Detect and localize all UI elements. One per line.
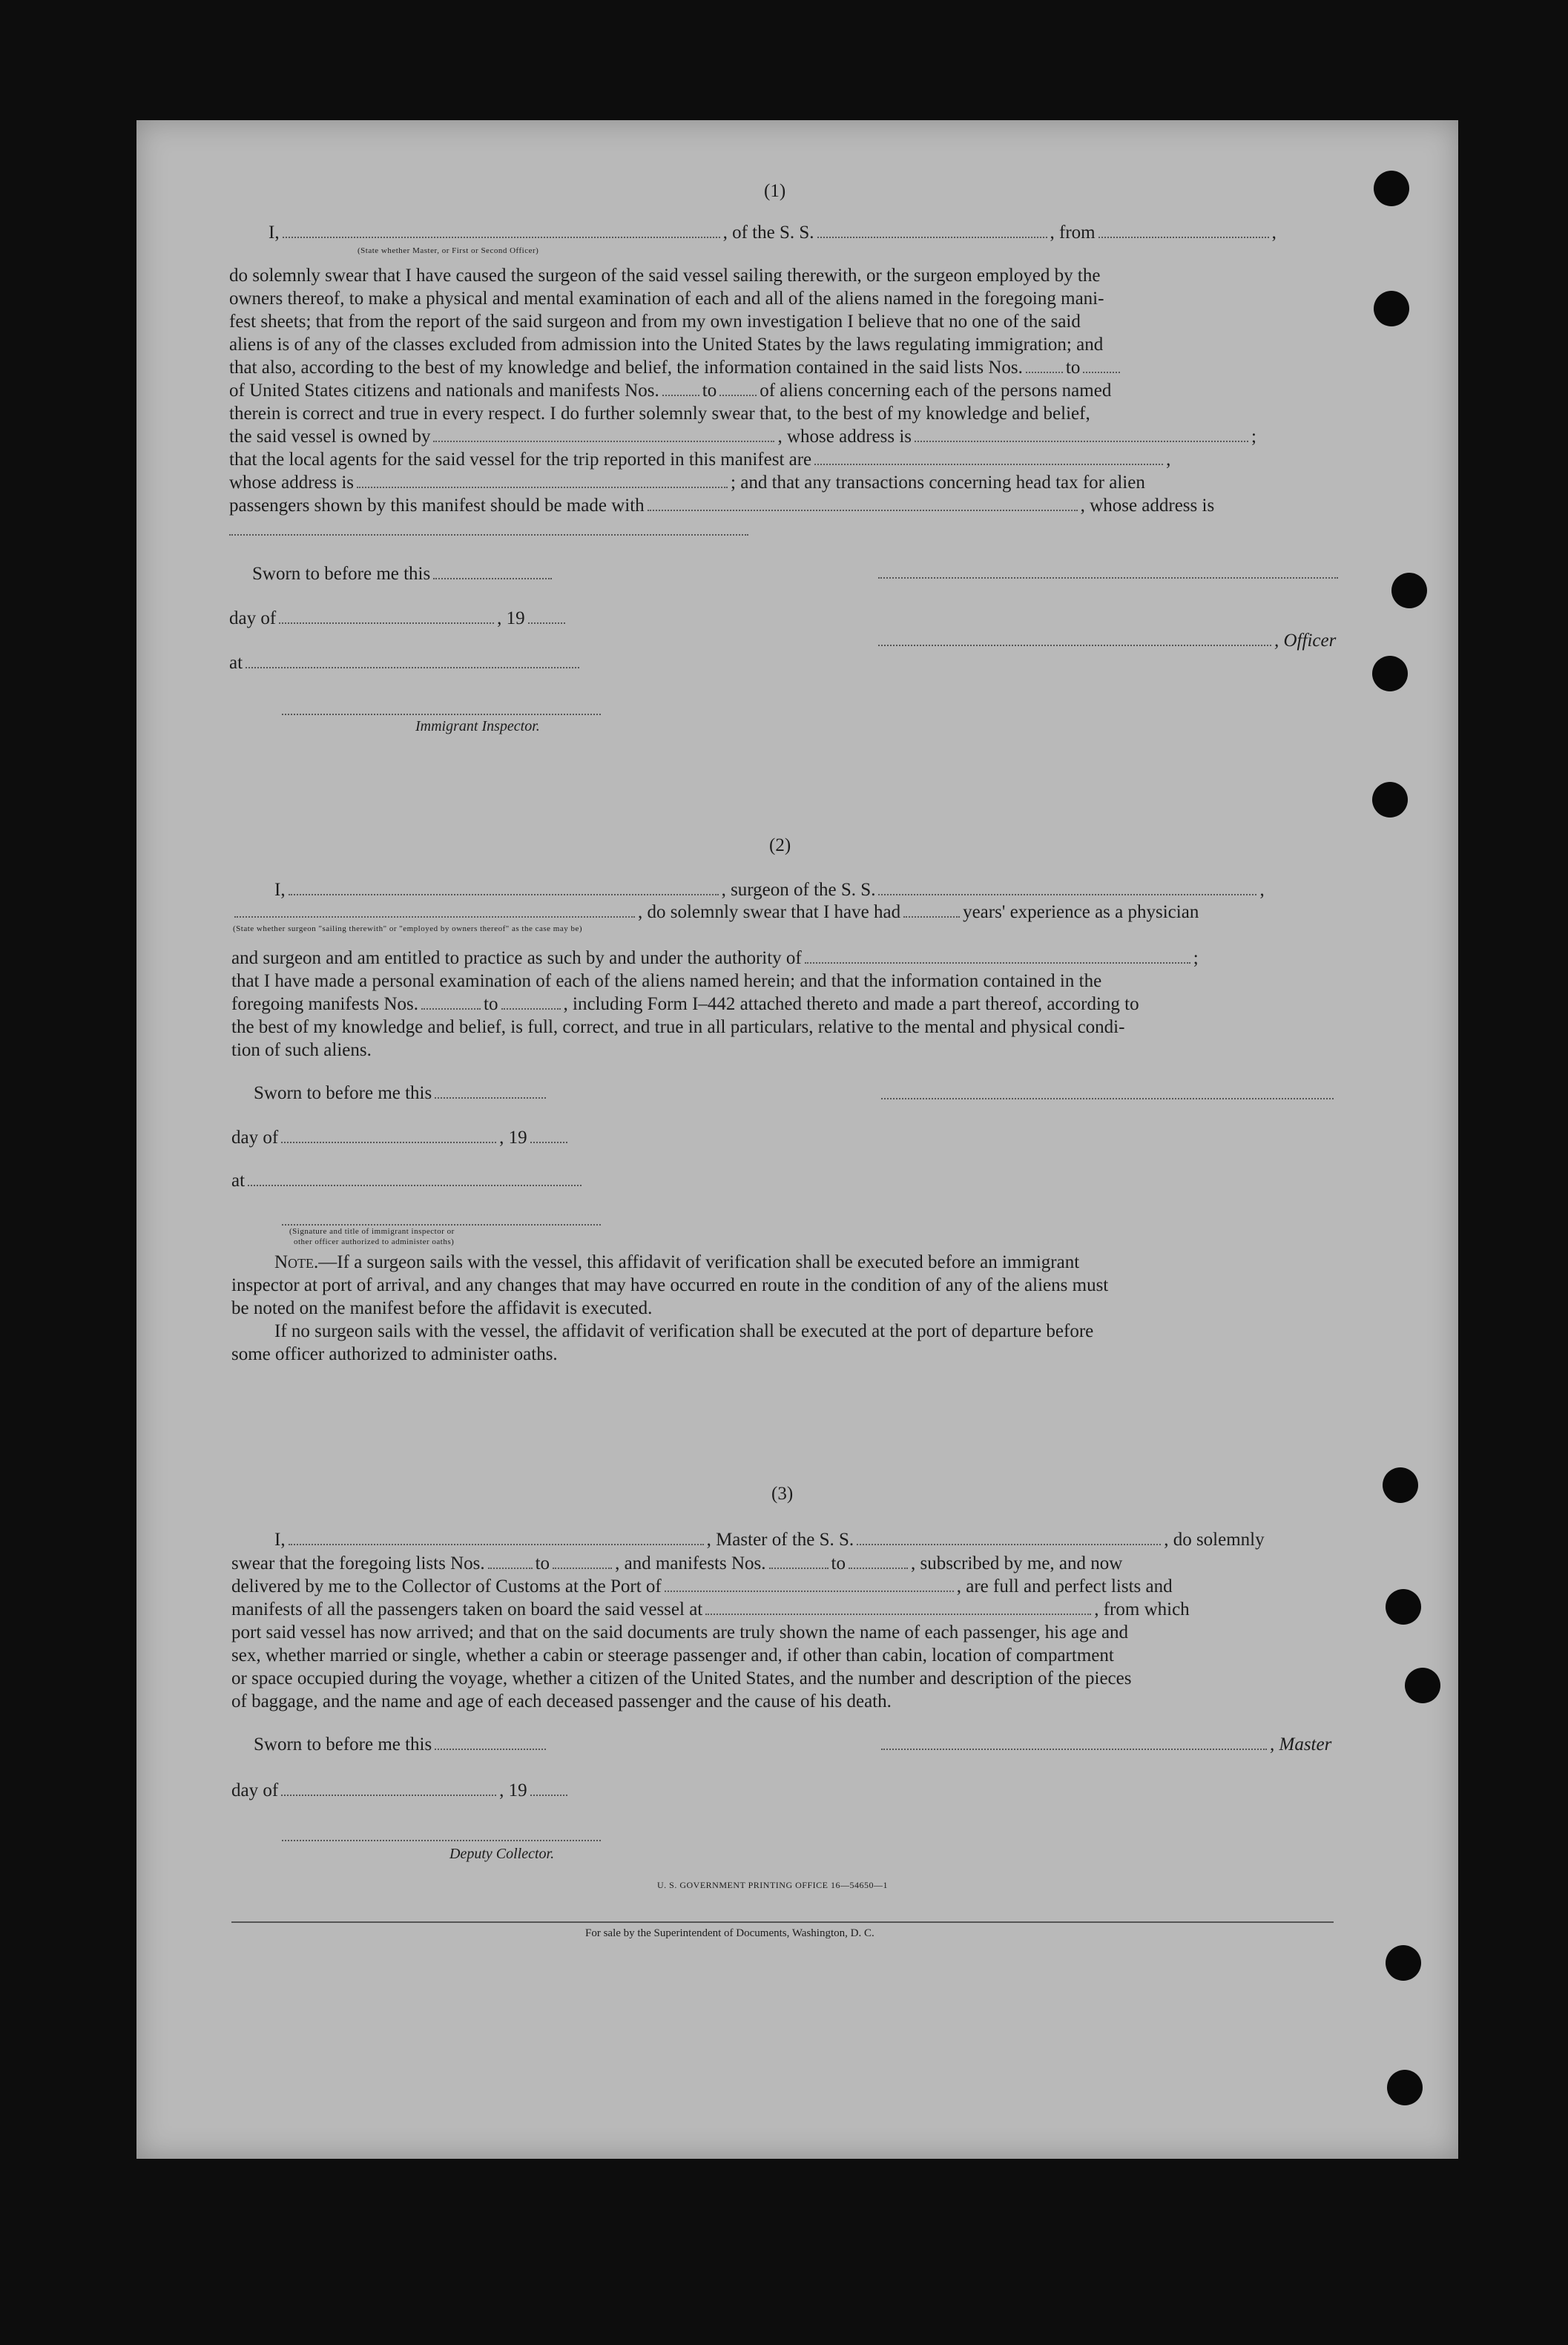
s3-line2b: to [535,1553,550,1573]
s3-line3a: delivered by me to the Collector of Customs at the Port of [231,1576,662,1596]
s1-line [229,448,1327,471]
s1-affidavit-text [229,264,1327,517]
s2-line: tion of such aliens. [231,1040,372,1060]
binder-hole [1383,1467,1418,1503]
s2-month-field[interactable] [281,1141,496,1143]
s1-sworn-label: Sworn to before me this [252,564,431,584]
s1-line: owners thereof, to make a physical and mental examination of each and all of the aliens named in the foregoing mani- [229,289,1104,309]
s2-at-label: at [231,1171,246,1191]
s1-comma: , [1271,223,1277,243]
s1-year-field[interactable] [528,622,565,624]
s1-day [229,607,568,630]
s3-lists-to-field[interactable] [553,1567,612,1569]
s3-line [231,1552,1329,1575]
s3-collector-signature-line[interactable] [282,1840,601,1841]
note-text: —If a surgeon sails with the vessel, this affidavit of verification shall be executed before an immigrant [318,1252,1080,1272]
s1-line6a: of United States citizens and nationals and manifests Nos. [229,381,659,401]
s2-line [231,947,1329,970]
boarding-port-field[interactable] [705,1613,1091,1615]
s2-sig-hint-2: other officer authorized to administer oaths) [294,1237,455,1246]
note-line [231,1251,1329,1274]
s2-line2 [231,901,1199,924]
s2-at-field[interactable] [248,1184,582,1186]
s3-collector-label: Deputy Collector. [449,1846,555,1862]
s1-at [229,651,582,674]
manifests-to-field[interactable] [719,394,757,396]
s2-year-field[interactable] [530,1141,567,1143]
s2-line3a: and surgeon and am entitled to practice as such by and under the authority of [231,948,802,968]
port-field[interactable] [665,1590,954,1592]
s1-line11b: , whose address is [1080,496,1215,516]
s3-sworn-day-field[interactable] [435,1748,546,1750]
s1-line6b: to [702,381,717,401]
s3-year-label: , 19 [499,1780,527,1800]
note-line: If no surgeon sails with the vessel, the affidavit of verification shall be executed at the port of departure before [274,1321,1094,1341]
s1-line5b: to [1065,358,1081,378]
s3-master-label: , Master [1270,1734,1332,1754]
agents-field[interactable] [814,463,1163,465]
s2-sig-hint-1: (Signature and title of immigrant inspector or [289,1227,455,1236]
binder-hole [1386,1945,1421,1981]
lists-to-field[interactable] [1083,371,1120,373]
note-line: some officer authorized to administer oaths. [231,1344,558,1364]
binder-hole [1374,291,1409,326]
section-2-number: (2) [769,835,791,855]
s1-line9b: , [1166,450,1171,470]
footer-rule [231,1921,1334,1923]
s3-line3b: , are full and perfect lists and [956,1576,1173,1596]
s2-i: I, [274,880,286,900]
s2-day-label: day of [231,1128,279,1148]
s3-master-of: , Master of the S. S. [706,1530,854,1550]
s3-line: of baggage, and the name and age of each deceased passenger and the cause of his death. [231,1691,892,1711]
s2-comma: , [1259,880,1265,900]
s1-line10b: ; and that any transactions concerning head tax for alien [731,473,1145,493]
s1-line [229,379,1327,402]
s2-year-label: , 19 [499,1128,527,1148]
s1-i: I, [269,223,280,243]
s1-from-label: , from [1050,223,1096,243]
s2-swear: , do solemnly swear that I have had [638,902,901,922]
s2-sworn-day-field[interactable] [435,1096,546,1099]
s1-oath-line [269,221,1277,244]
surgeon-name-field[interactable] [289,893,719,895]
s1-line [229,425,1327,448]
from-field[interactable] [1098,236,1269,238]
s2-sworn-label: Sworn to before me this [254,1083,432,1103]
s2-day [231,1126,570,1149]
owner-field[interactable] [433,440,774,442]
s3-line4a: manifests of all the passengers taken on board the said vessel at [231,1599,703,1619]
printing-office-line: U. S. GOVERNMENT PRINTING OFFICE 16—54650—1 [657,1880,888,1890]
vessel-field[interactable] [817,236,1047,238]
s2-at [231,1169,584,1192]
s1-line6c: of aliens concerning each of the persons named [760,381,1112,401]
s2-sworn [254,1082,549,1105]
s1-vessel-label: , of the S. S. [722,223,814,243]
s3-day [231,1779,570,1802]
section-3-number: (3) [771,1484,794,1504]
s3-vessel-field[interactable] [857,1543,1161,1545]
s2-manifests-from-field[interactable] [421,1007,481,1010]
s1-sworn-day-field[interactable] [433,577,552,579]
s1-line: fest sheets; that from the report of the said surgeon and from my own investigation I believe that no one of the said [229,312,1081,332]
s3-sworn [254,1733,549,1756]
s3-line2a: swear that the foregoing lists Nos. [231,1553,485,1573]
binder-hole [1405,1668,1440,1703]
binder-hole [1386,1589,1421,1625]
s2-line1 [274,878,1265,901]
binder-hole [1372,782,1408,818]
s2-line3b: ; [1193,948,1199,968]
s1-inspector-signature-line[interactable] [282,714,601,715]
owner-address-field[interactable] [915,440,1248,442]
head-tax-field[interactable] [648,509,1078,511]
s3-line2c: , and manifests Nos. [615,1553,766,1573]
s1-at-field[interactable] [246,666,579,668]
form-sheet [136,120,1458,2159]
s3-affidavit-text [231,1552,1329,1713]
s2-line5b: to [484,994,498,1014]
binder-hole [1387,2070,1423,2105]
s1-signature-line[interactable] [878,577,1338,579]
s1-line [229,494,1327,517]
s1-inspector-label: Immigrant Inspector. [415,718,540,734]
binder-hole [1372,656,1408,691]
authority-field[interactable] [805,961,1190,964]
s1-line8b: , whose address is [777,427,912,447]
s1-line [229,471,1327,494]
s3-solemnly: , do solemnly [1164,1530,1265,1550]
s2-inspector-signature-line[interactable] [282,1224,601,1226]
s3-day-label: day of [231,1780,279,1800]
s3-i: I, [274,1530,286,1550]
years-experience-field[interactable] [903,915,960,918]
s3-master-signature-field[interactable] [881,1748,1267,1750]
s1-line8c: ; [1251,427,1256,447]
s1-officer-row [875,629,1336,652]
s2-affidavit-text [231,947,1329,1062]
s3-master-row [878,1733,1331,1756]
note-line: inspector at port of arrival, and any changes that may have occurred en route in the condition of any of the aliens must [231,1275,1109,1295]
s3-line [231,1575,1329,1598]
s2-years: years' experience as a physician [963,902,1199,922]
sale-line: For sale by the Superintendent of Documents, Washington, D. C. [585,1927,874,1939]
s3-manifests-to-field[interactable] [849,1567,908,1569]
s1-line10a: whose address is [229,473,355,493]
surgeon-status-field[interactable] [234,915,635,918]
s1-officer-label: , Officer [1274,631,1337,651]
s1-sworn [252,562,555,585]
s1-month-field[interactable] [279,622,494,624]
officer-field[interactable] [283,236,720,238]
officer-hint: (State whether Master, or First or Second Officer) [358,246,539,255]
lists-from-field[interactable] [1026,371,1063,373]
s1-line11a: passengers shown by this manifest should be made with [229,496,645,516]
binder-hole [1391,573,1427,608]
s1-line: therein is correct and true in every respect. I do further solemnly swear that, to the best of my knowledge and belief, [229,404,1090,424]
s3-line2d: to [831,1553,846,1573]
s2-note [231,1251,1329,1366]
s3-line: or space occupied during the voyage, whether a citizen of the United States, and the number and description of the pieces [231,1668,1132,1688]
agents-address-field[interactable] [357,486,728,488]
s1-line [229,356,1327,379]
s1-address-continuation[interactable] [229,534,748,536]
s1-officer-signature-field[interactable] [878,644,1271,646]
s3-line: sex, whether married or single, whether a cabin or steerage passenger and, if other than cabin, location of compartment [231,1645,1114,1665]
s3-line2e: , subscribed by me, and now [910,1553,1123,1573]
s2-line5c: , including Form I–442 attached thereto and made a part thereof, according to [563,994,1139,1014]
s3-line [231,1598,1329,1621]
s3-year-field[interactable] [530,1794,567,1796]
s1-at-label: at [229,653,243,673]
s3-line4b: , from which [1094,1599,1190,1619]
binder-hole [1374,171,1409,206]
s1-line9a: that the local agents for the said vessel for the trip reported in this manifest are [229,450,812,470]
surgeon-hint: (State whether surgeon "sailing therewith" or "employed by owners thereof" as the case may be) [233,924,583,933]
s3-sworn-label: Sworn to before me this [254,1734,432,1754]
s2-line5a: foregoing manifests Nos. [231,994,419,1014]
s1-line: do solemnly swear that I have caused the surgeon of the said vessel sailing therewith, or the surgeon employed by the [229,266,1101,286]
s3-manifests-from-field[interactable] [769,1567,829,1569]
s1-day-label: day of [229,608,277,628]
section-1-number: (1) [764,181,786,201]
s1-line: aliens is of any of the classes excluded from admission into the United States by the laws regulating immigration; and [229,335,1104,355]
s3-lists-from-field[interactable] [488,1567,533,1569]
s2-signature-line[interactable] [881,1098,1334,1099]
s2-line: the best of my knowledge and belief, is full, correct, and true in all particulars, relative to the mental and physical condi- [231,1017,1125,1037]
s3-line1 [274,1528,1265,1551]
s1-line5a: that also, according to the best of my knowledge and belief, the information contained in the said lists Nos. [229,358,1023,378]
s2-vessel-field[interactable] [878,893,1256,895]
note-line: be noted on the manifest before the affidavit is executed. [231,1298,653,1318]
s2-line: that I have made a personal examination of each of the aliens named herein; and that the information contained in the [231,971,1102,991]
s2-manifests-to-field[interactable] [501,1007,561,1010]
s1-line8a: the said vessel is owned by [229,427,431,447]
s3-month-field[interactable] [281,1794,496,1796]
s2-surgeon-of: , surgeon of the S. S. [721,880,876,900]
note-label: Note. [274,1252,319,1272]
s2-line [231,993,1329,1016]
manifests-from-field[interactable] [662,394,699,396]
s3-line: port said vessel has now arrived; and that on the said documents are truly shown the name of each passenger, his age and [231,1622,1129,1642]
master-name-field[interactable] [289,1543,704,1545]
s1-year-label: , 19 [497,608,525,628]
